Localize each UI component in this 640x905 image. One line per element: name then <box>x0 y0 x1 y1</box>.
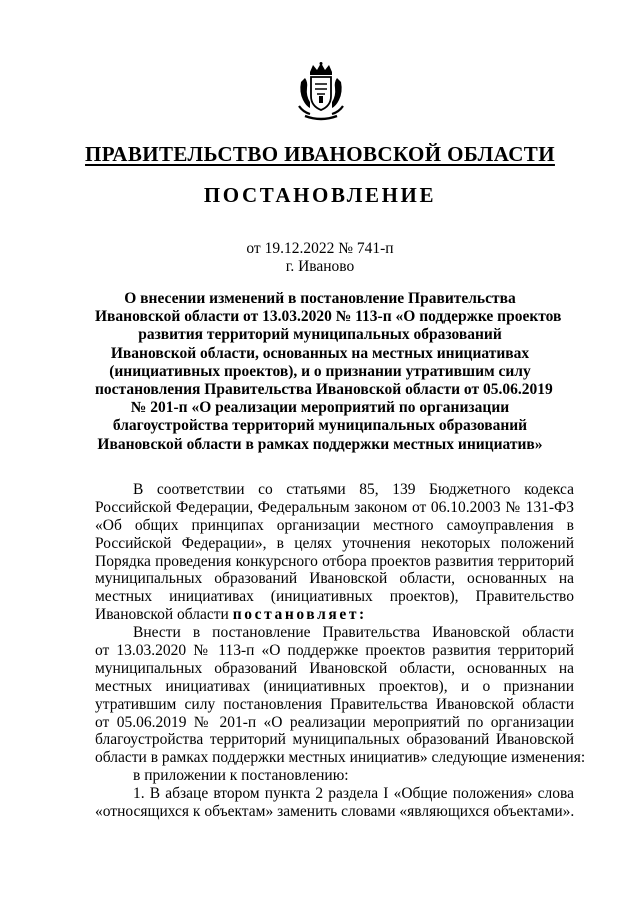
subject-line: постановления Правительства Ивановской области от 05.06.2019 <box>95 381 553 399</box>
body-line: местных инициативах (инициативных проектов), и о признании <box>95 677 574 695</box>
subject-line: развития территорий муниципальных образований <box>138 326 502 344</box>
body-line: Российской Федерации», в целях уточнения некоторых положений <box>95 534 574 552</box>
document-subject <box>95 290 562 454</box>
body-line: «относящихся к объектам» заменить словами «являющихся объектами». <box>95 803 575 821</box>
document-body <box>95 481 586 821</box>
body-line <box>95 606 574 624</box>
body-line: 1. В абзаце втором пункта 2 раздела I «Общие положения» слова <box>133 785 574 803</box>
paragraph-amendment <box>95 624 586 767</box>
body-line: Порядка проведения конкурсного отбора проектов развития территорий <box>95 552 574 570</box>
paragraph-preamble <box>95 481 574 624</box>
body-line: в приложении к постановлению: <box>133 767 349 785</box>
subject-line: (инициативных проектов), и о признании утратившим силу <box>109 362 531 380</box>
body-line: от 13.03.2020 № 113-п «О поддержке проектов развития территорий <box>95 642 574 660</box>
subject-line: Ивановской области, основанных на местных инициативах <box>110 344 530 362</box>
subject-line: Ивановской области в рамках поддержки местных инициатив» <box>97 435 543 453</box>
body-line: от 05.06.2019 № 201-п «О реализации мероприятий по организации <box>95 713 574 731</box>
resolves-keyword: постановляет: <box>232 606 367 624</box>
subject-line: благоустройства территорий муниципальных образований <box>112 417 528 435</box>
subject-line: О внесении изменений в постановление Правительства <box>124 290 516 307</box>
body-line: утратившим силу постановления Правительства Ивановской области <box>95 695 574 713</box>
body-line-text: Ивановской области <box>95 606 233 624</box>
coat-of-arms-icon <box>297 62 345 122</box>
paragraph-appendix <box>95 767 574 785</box>
subject-line: № 201-п «О реализации мероприятий по организации <box>130 399 510 417</box>
body-line: благоустройства территорий муниципальных образований Ивановской <box>95 731 574 749</box>
body-line: муниципальных образований Ивановской области, основанных на <box>95 659 574 677</box>
body-line: «Об общих принципах организации местного самоуправления в <box>95 516 574 534</box>
document-city: г. Иваново <box>285 258 355 275</box>
organization-title: ПРАВИТЕЛЬСТВО ИВАНОВСКОЙ ОБЛАСТИ <box>85 142 555 166</box>
subject-line: Ивановской области от 13.03.2020 № 113-п «О поддержке проектов <box>95 308 562 326</box>
body-line: области в рамках поддержки местных инициатив» следующие изменения: <box>95 749 586 767</box>
body-line: местных инициативах (инициативных проектов), Правительство <box>95 588 574 606</box>
body-line: муниципальных образований Ивановской области, основанных на <box>95 570 574 588</box>
document-date-number: от 19.12.2022 № 741-п <box>246 240 394 257</box>
paragraph-item-1 <box>95 785 574 821</box>
body-line: Российской Федерации, Федеральным законом от 06.10.2003 № 131-ФЗ <box>95 498 574 516</box>
body-line: В соответствии со статьями 85, 139 Бюджетного кодекса <box>133 481 574 498</box>
body-line: Внести в постановление Правительства Ивановской области <box>133 624 574 642</box>
document-type-title: ПОСТАНОВЛЕНИЕ <box>203 183 437 207</box>
